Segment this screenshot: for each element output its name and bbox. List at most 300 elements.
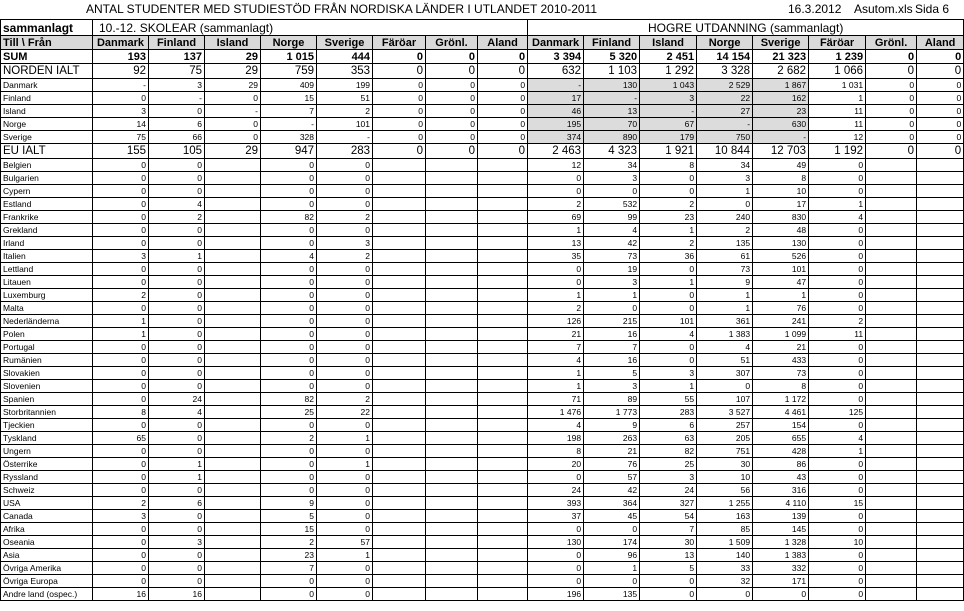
table-cell: 0 <box>149 263 205 276</box>
table-cell: 10 <box>753 185 809 198</box>
table-row <box>1 445 964 458</box>
table-cell <box>478 302 528 315</box>
table-cell <box>426 367 478 380</box>
table-cell: 37 <box>528 510 584 523</box>
table-cell: 0 <box>478 131 528 144</box>
table-cell: 1 043 <box>640 79 697 92</box>
table-cell: 89 <box>584 393 640 406</box>
table-cell: 205 <box>697 432 753 445</box>
file-name: Asutom.xls <box>854 2 913 16</box>
table-cell <box>373 354 426 367</box>
table-cell: 0 <box>93 172 149 185</box>
table-cell: 0 <box>93 198 149 211</box>
table-cell: 0 <box>261 354 317 367</box>
corner-label: sammanlagt <box>1 20 93 36</box>
table-cell <box>426 393 478 406</box>
table-cell: 3 328 <box>697 64 753 79</box>
table-cell: 353 <box>317 64 373 79</box>
table-cell: 1 103 <box>584 64 640 79</box>
table-cell <box>205 549 261 562</box>
table-cell: 0 <box>317 263 373 276</box>
table-cell: 4 <box>528 354 584 367</box>
table-cell: 328 <box>261 131 317 144</box>
table-cell: 3 <box>584 276 640 289</box>
row-label: Grekland <box>1 224 93 237</box>
table-cell <box>373 380 426 393</box>
table-row <box>1 432 964 445</box>
table-cell: 0 <box>317 315 373 328</box>
table-cell <box>917 484 964 497</box>
table-cell: 8 <box>640 159 697 172</box>
table-cell <box>917 315 964 328</box>
table-cell: 0 <box>809 458 866 471</box>
table-cell <box>917 328 964 341</box>
table-cell: 1 383 <box>753 549 809 562</box>
table-cell: 0 <box>697 588 753 601</box>
table-cell <box>917 198 964 211</box>
table-cell: 23 <box>753 105 809 118</box>
table-cell: 140 <box>697 549 753 562</box>
table-cell: 0 <box>917 79 964 92</box>
till-fran-label: Till \ Från <box>1 36 93 50</box>
table-cell: 0 <box>640 354 697 367</box>
table-cell <box>373 536 426 549</box>
country-header-row <box>1 36 964 50</box>
table-cell: 0 <box>809 393 866 406</box>
table-cell: 0 <box>93 393 149 406</box>
table-cell <box>373 575 426 588</box>
table-cell <box>373 510 426 523</box>
table-cell <box>478 419 528 432</box>
table-cell <box>866 458 917 471</box>
table-cell: 24 <box>528 484 584 497</box>
table-cell: 0 <box>373 144 426 159</box>
table-cell: 1 031 <box>809 79 866 92</box>
table-cell: 0 <box>93 341 149 354</box>
table-cell: 0 <box>149 523 205 536</box>
table-cell: 76 <box>753 302 809 315</box>
table-cell: 0 <box>149 432 205 445</box>
table-cell <box>373 276 426 289</box>
table-cell: 0 <box>753 588 809 601</box>
table-cell <box>866 250 917 263</box>
table-cell: 30 <box>640 536 697 549</box>
table-row <box>1 50 964 64</box>
table-cell: 0 <box>261 445 317 458</box>
table-cell <box>478 341 528 354</box>
table-cell: 1 328 <box>753 536 809 549</box>
table-cell: 1 <box>528 367 584 380</box>
table-cell <box>373 263 426 276</box>
table-cell: 0 <box>149 315 205 328</box>
table-cell: 3 <box>149 79 205 92</box>
table-cell: 36 <box>640 250 697 263</box>
table-cell <box>205 432 261 445</box>
table-cell: 0 <box>528 185 584 198</box>
table-cell: 0 <box>149 562 205 575</box>
row-label: Spanien <box>1 393 93 406</box>
table-row <box>1 315 964 328</box>
table-cell: 0 <box>373 64 426 79</box>
table-row <box>1 471 964 484</box>
table-cell: 0 <box>373 131 426 144</box>
table-cell: 0 <box>149 354 205 367</box>
table-cell <box>917 419 964 432</box>
table-row <box>1 172 964 185</box>
table-cell: 0 <box>261 484 317 497</box>
table-cell: 263 <box>584 432 640 445</box>
table-cell <box>917 510 964 523</box>
row-label: Polen <box>1 328 93 341</box>
table-cell: 0 <box>261 588 317 601</box>
table-cell <box>917 523 964 536</box>
table-cell <box>866 497 917 510</box>
table-cell: 10 844 <box>697 144 753 159</box>
table-cell <box>373 250 426 263</box>
table-cell <box>426 471 478 484</box>
table-cell: 0 <box>149 172 205 185</box>
table-cell: 0 <box>317 159 373 172</box>
table-cell: 0 <box>866 79 917 92</box>
table-row <box>1 419 964 432</box>
table-cell: 0 <box>317 523 373 536</box>
table-cell <box>866 393 917 406</box>
table-cell: 2 <box>317 211 373 224</box>
table-cell: 7 <box>584 341 640 354</box>
table-cell: 4 <box>697 341 753 354</box>
table-cell <box>866 328 917 341</box>
table-cell: 0 <box>261 185 317 198</box>
table-cell <box>866 276 917 289</box>
table-cell <box>917 250 964 263</box>
table-cell <box>917 471 964 484</box>
table-cell: 5 <box>261 510 317 523</box>
row-label: SUM <box>1 50 93 64</box>
row-label: Estland <box>1 198 93 211</box>
table-cell <box>205 575 261 588</box>
table-cell: 163 <box>697 510 753 523</box>
table-cell <box>426 458 478 471</box>
table-cell <box>426 432 478 445</box>
table-cell: 2 <box>697 224 753 237</box>
table-cell <box>205 328 261 341</box>
table-cell <box>426 198 478 211</box>
table-cell: 3 <box>584 380 640 393</box>
table-cell: 316 <box>753 484 809 497</box>
table-row <box>1 354 964 367</box>
table-cell: 51 <box>697 354 753 367</box>
table-cell: 135 <box>697 237 753 250</box>
table-cell <box>866 185 917 198</box>
table-cell <box>373 237 426 250</box>
table-cell: 99 <box>584 211 640 224</box>
column-header-finland-hogre: Finland <box>584 36 640 50</box>
table-cell <box>205 302 261 315</box>
table-cell: 1 <box>640 380 697 393</box>
table-cell: 16 <box>584 354 640 367</box>
table-cell: 34 <box>584 159 640 172</box>
column-header-danmark-hogre: Danmark <box>528 36 584 50</box>
table-cell: 47 <box>753 276 809 289</box>
table-cell: 0 <box>373 50 426 64</box>
table-cell <box>426 276 478 289</box>
table-cell: 0 <box>261 289 317 302</box>
table-cell <box>478 315 528 328</box>
table-row <box>1 105 964 118</box>
table-cell <box>866 224 917 237</box>
table-cell: 0 <box>478 79 528 92</box>
table-cell: 0 <box>809 549 866 562</box>
table-cell <box>426 523 478 536</box>
table-cell: 0 <box>149 445 205 458</box>
table-cell: 0 <box>866 92 917 105</box>
row-label: Övriga Amerika <box>1 562 93 575</box>
table-cell: 0 <box>93 380 149 393</box>
table-cell <box>917 159 964 172</box>
table-cell: 0 <box>917 131 964 144</box>
table-cell: 0 <box>93 159 149 172</box>
table-cell: 9 <box>697 276 753 289</box>
table-cell: 11 <box>809 118 866 131</box>
table-cell: 7 <box>528 341 584 354</box>
table-cell <box>205 471 261 484</box>
table-cell <box>426 328 478 341</box>
table-cell <box>866 510 917 523</box>
table-cell <box>205 380 261 393</box>
table-cell: 1 <box>317 549 373 562</box>
table-cell: 632 <box>528 64 584 79</box>
table-cell: 12 <box>809 131 866 144</box>
table-cell: 0 <box>93 185 149 198</box>
table-cell <box>478 406 528 419</box>
row-label: Canada <box>1 510 93 523</box>
table-cell: 1 <box>528 380 584 393</box>
table-cell <box>426 510 478 523</box>
table-cell: 526 <box>753 250 809 263</box>
table-cell: 22 <box>317 406 373 419</box>
table-cell: 0 <box>640 289 697 302</box>
table-cell: 0 <box>528 471 584 484</box>
row-label: Schweiz <box>1 484 93 497</box>
row-label: Ungern <box>1 445 93 458</box>
table-cell <box>373 484 426 497</box>
table-cell <box>478 471 528 484</box>
table-row <box>1 185 964 198</box>
table-cell: 0 <box>809 575 866 588</box>
table-cell: 364 <box>584 497 640 510</box>
table-cell: 25 <box>640 458 697 471</box>
table-cell <box>373 172 426 185</box>
table-cell: 105 <box>149 144 205 159</box>
table-cell: 66 <box>149 131 205 144</box>
table-cell <box>426 237 478 250</box>
table-cell: 1 509 <box>697 536 753 549</box>
table-cell: 63 <box>640 432 697 445</box>
table-cell <box>205 406 261 419</box>
table-cell <box>478 484 528 497</box>
table-cell <box>205 198 261 211</box>
table-cell: 57 <box>317 536 373 549</box>
table-cell <box>866 315 917 328</box>
table-cell: 0 <box>317 354 373 367</box>
table-cell: 0 <box>697 380 753 393</box>
table-cell <box>866 536 917 549</box>
table-cell: 86 <box>753 458 809 471</box>
table-cell: 0 <box>373 105 426 118</box>
table-cell <box>373 549 426 562</box>
table-cell: 15 <box>261 523 317 536</box>
table-cell: 8 <box>753 172 809 185</box>
table-cell: 0 <box>261 263 317 276</box>
table-cell: 54 <box>640 510 697 523</box>
table-cell: 830 <box>753 211 809 224</box>
table-cell <box>426 224 478 237</box>
table-cell: 327 <box>640 497 697 510</box>
table-cell: 0 <box>584 575 640 588</box>
table-cell: 7 <box>261 562 317 575</box>
table-cell: 0 <box>809 562 866 575</box>
table-cell: 0 <box>261 471 317 484</box>
row-label: Asia <box>1 549 93 562</box>
table-cell: 101 <box>640 315 697 328</box>
table-cell: 135 <box>584 588 640 601</box>
table-cell <box>373 328 426 341</box>
table-cell: 4 <box>149 406 205 419</box>
table-cell <box>426 185 478 198</box>
table-cell: 1 <box>809 198 866 211</box>
table-cell <box>426 159 478 172</box>
page-number: Sida 6 <box>915 2 950 16</box>
table-cell <box>205 523 261 536</box>
table-cell: 1 <box>584 562 640 575</box>
table-cell: 0 <box>317 471 373 484</box>
table-cell: 2 <box>528 302 584 315</box>
table-cell: 16 <box>584 328 640 341</box>
table-cell: 433 <box>753 354 809 367</box>
table-cell: 0 <box>93 237 149 250</box>
column-header-sverige-hogre: Sverige <box>753 36 809 50</box>
table-cell <box>373 497 426 510</box>
table-cell: 23 <box>261 549 317 562</box>
row-label: Österrike <box>1 458 93 471</box>
table-cell <box>205 237 261 250</box>
table-cell <box>426 484 478 497</box>
table-row <box>1 588 964 601</box>
table-cell: 0 <box>640 172 697 185</box>
table-cell: 0 <box>205 92 261 105</box>
table-cell: 1 <box>93 328 149 341</box>
table-cell: 0 <box>809 159 866 172</box>
table-cell: 0 <box>809 237 866 250</box>
table-cell: 0 <box>917 50 964 64</box>
table-cell: 0 <box>317 367 373 380</box>
table-cell: 0 <box>149 419 205 432</box>
table-row <box>1 575 964 588</box>
table-cell <box>866 484 917 497</box>
row-label: Norge <box>1 118 93 131</box>
table-cell: 2 <box>317 393 373 406</box>
table-cell: 0 <box>917 92 964 105</box>
table-cell: 125 <box>809 406 866 419</box>
table-cell: 85 <box>697 523 753 536</box>
table-cell <box>205 445 261 458</box>
table-cell: 0 <box>149 224 205 237</box>
table-cell: 3 <box>640 367 697 380</box>
table-cell: 75 <box>93 131 149 144</box>
table-cell: 0 <box>261 159 317 172</box>
table-cell: 5 320 <box>584 50 640 64</box>
table-cell: 0 <box>809 354 866 367</box>
table-cell: 1 <box>809 92 866 105</box>
table-cell: 0 <box>866 131 917 144</box>
table-cell: 3 394 <box>528 50 584 64</box>
table-cell <box>866 198 917 211</box>
table-cell: 0 <box>809 510 866 523</box>
table-cell: 1 <box>809 445 866 458</box>
table-cell: 0 <box>640 341 697 354</box>
table-cell: 0 <box>93 445 149 458</box>
table-cell: 0 <box>809 224 866 237</box>
table-cell: 35 <box>528 250 584 263</box>
table-cell: 2 463 <box>528 144 584 159</box>
table-cell: 0 <box>261 224 317 237</box>
table-cell <box>866 549 917 562</box>
table-cell: - <box>697 118 753 131</box>
table-cell: 42 <box>584 484 640 497</box>
table-cell <box>917 536 964 549</box>
table-cell <box>205 562 261 575</box>
table-cell <box>917 211 964 224</box>
row-label: Irland <box>1 237 93 250</box>
table-cell <box>205 250 261 263</box>
table-cell: 0 <box>317 380 373 393</box>
table-cell: 393 <box>528 497 584 510</box>
table-cell: - <box>205 105 261 118</box>
table-cell: 0 <box>93 471 149 484</box>
table-cell <box>866 419 917 432</box>
table-row <box>1 484 964 497</box>
table-cell: 43 <box>753 471 809 484</box>
table-cell <box>205 393 261 406</box>
table-cell <box>426 380 478 393</box>
table-cell: 199 <box>317 79 373 92</box>
table-cell: 11 <box>809 328 866 341</box>
table-row <box>1 380 964 393</box>
table-cell: 1 <box>528 224 584 237</box>
table-cell: 1 <box>640 276 697 289</box>
table-cell: 0 <box>426 79 478 92</box>
table-cell: 1 <box>697 302 753 315</box>
table-cell: 428 <box>753 445 809 458</box>
page-title: ANTAL STUDENTER MED STUDIESTÖD FRÅN NORDISKA LÄNDER I UTLANDET 2010-2011 <box>86 2 598 16</box>
table-cell: 2 <box>93 497 149 510</box>
table-cell: 0 <box>261 367 317 380</box>
table-cell: 42 <box>584 237 640 250</box>
table-cell: 9 <box>261 497 317 510</box>
table-cell <box>205 484 261 497</box>
table-cell: 71 <box>528 393 584 406</box>
table-cell: - <box>149 92 205 105</box>
table-cell <box>866 471 917 484</box>
table-cell <box>373 198 426 211</box>
column-header-aland-hogre: Aland <box>917 36 964 50</box>
table-cell: 130 <box>584 79 640 92</box>
table-cell <box>426 419 478 432</box>
table-cell: 0 <box>426 50 478 64</box>
table-cell: 14 <box>93 118 149 131</box>
table-cell: 1 172 <box>753 393 809 406</box>
row-label: Tyskland <box>1 432 93 445</box>
